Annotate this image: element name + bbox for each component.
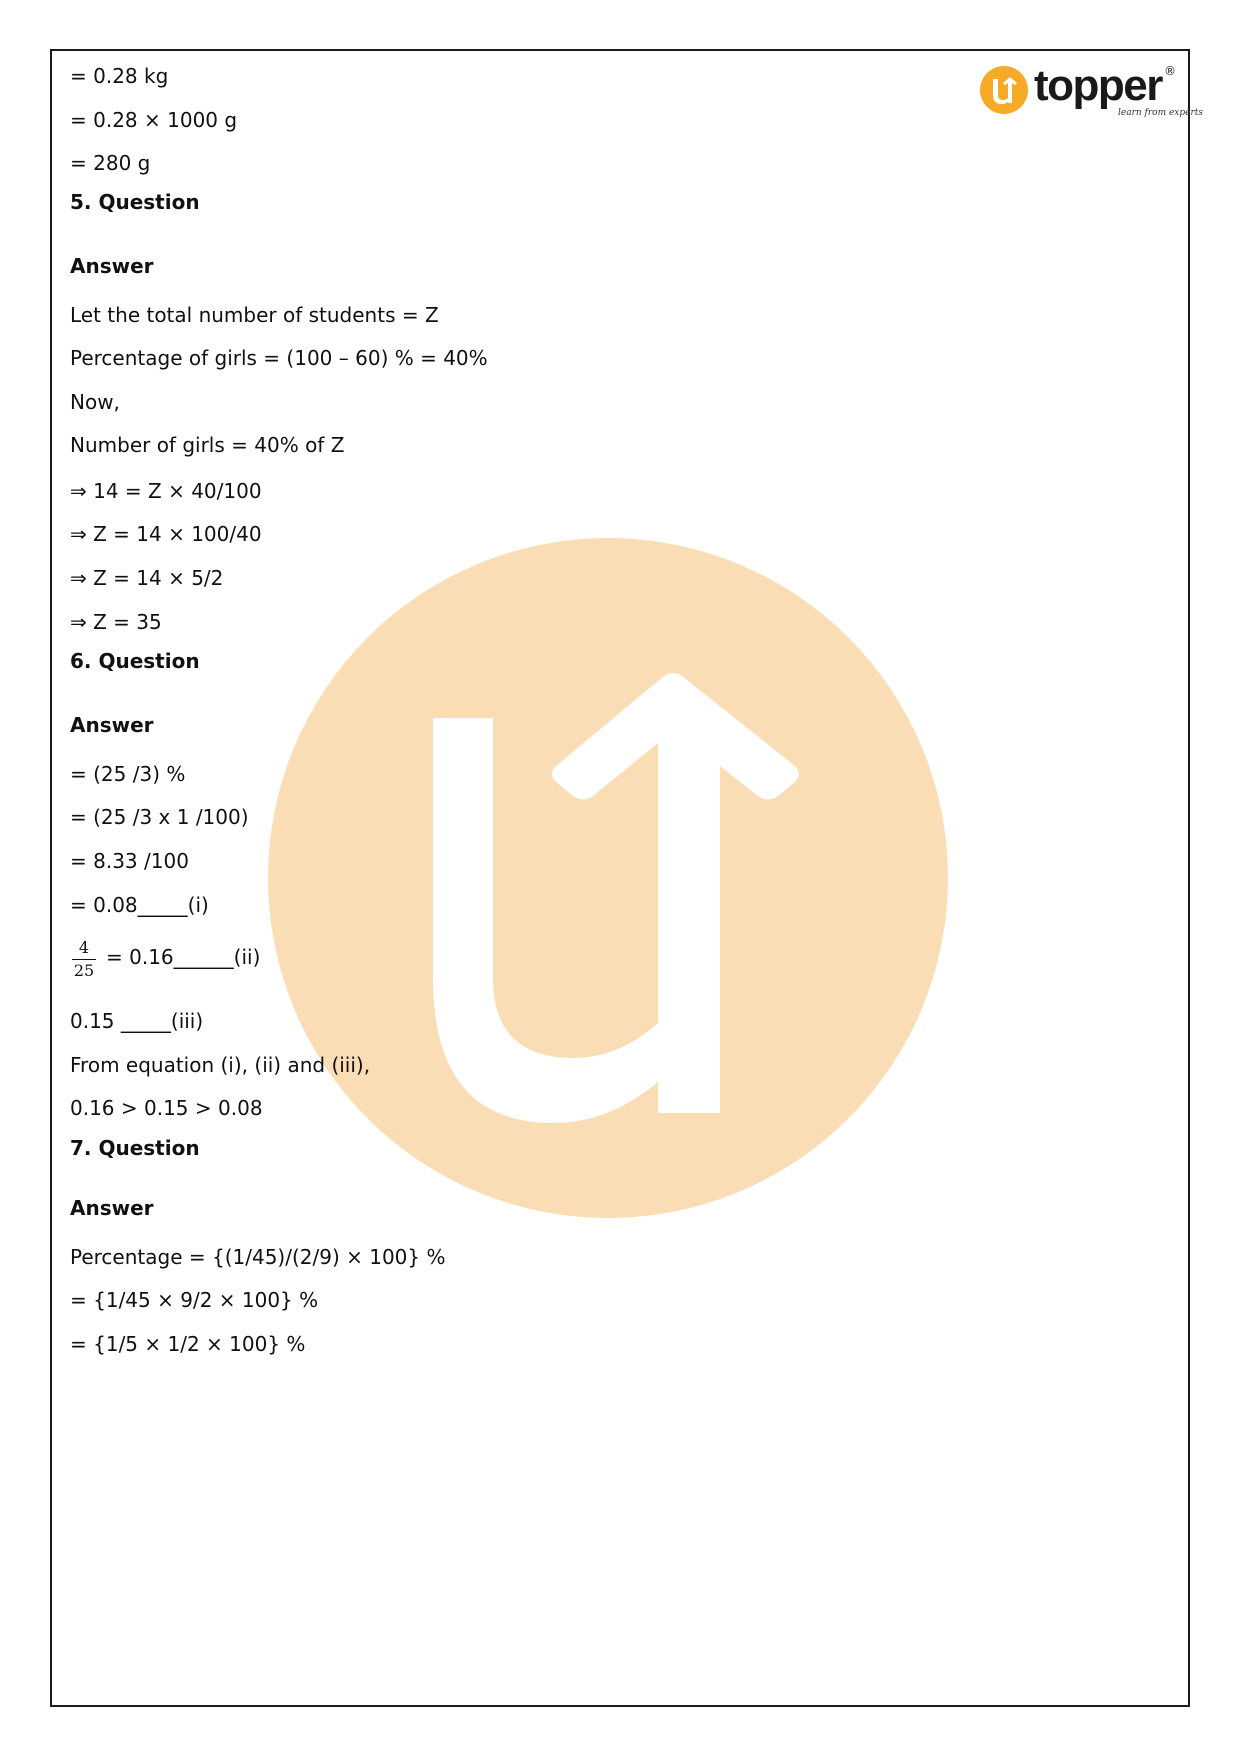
text-line: Percentage of girls = (100 – 60) % = 40%: [70, 346, 488, 370]
question-heading: 5. Question: [70, 190, 200, 214]
watermark-circle: [268, 538, 948, 1218]
fraction-denominator: 25: [73, 961, 95, 980]
answer-heading: Answer: [70, 713, 154, 737]
logo-badge-icon: [980, 66, 1028, 114]
watermark-logo-icon: [268, 538, 948, 1218]
text-line: Number of girls = 40% of Z: [70, 433, 345, 457]
math-line: = {1/45 × 9/2 × 100} %: [70, 1288, 319, 1312]
math-line: = 280 g: [70, 151, 151, 175]
logo-registered-mark: ®: [1164, 64, 1176, 78]
math-line: = 0.08_____(i): [70, 893, 209, 917]
text-line: From equation (i), (ii) and (iii),: [70, 1053, 371, 1077]
text-line: Now,: [70, 390, 120, 414]
math-line: 0.16 > 0.15 > 0.08: [70, 1096, 263, 1120]
logo-wordmark: topper: [1034, 61, 1162, 110]
math-line: = 0.28 × 1000 g: [70, 108, 238, 132]
question-heading: 7. Question: [70, 1136, 200, 1160]
math-line: ⇒ 14 = Z × 40/100: [70, 479, 262, 503]
fraction-bar: [72, 959, 96, 960]
fraction-numerator: 4: [78, 938, 90, 957]
math-line: ⇒ Z = 14 × 5/2: [70, 566, 224, 590]
question-heading: 6. Question: [70, 649, 200, 673]
math-line: = 8.33 /100: [70, 849, 189, 873]
math-line: ⇒ Z = 35: [70, 610, 162, 634]
answer-heading: Answer: [70, 1196, 154, 1220]
math-line: = 0.16______(ii): [106, 945, 261, 969]
math-line: = {1/5 × 1/2 × 100} %: [70, 1332, 306, 1356]
math-line: = (25 /3 x 1 /100): [70, 805, 249, 829]
math-line: ⇒ Z = 14 × 100/40: [70, 522, 262, 546]
math-line: 0.15 _____(iii): [70, 1009, 204, 1033]
logo-tagline: learn from experts: [1118, 108, 1204, 118]
topper-logo: [980, 61, 1204, 128]
answer-heading: Answer: [70, 254, 154, 278]
fraction-4-25: [72, 938, 96, 981]
text-line: Let the total number of students = Z: [70, 303, 439, 327]
math-line: = 0.28 kg: [70, 64, 169, 88]
math-line: = (25 /3) %: [70, 762, 186, 786]
math-line: Percentage = {(1/45)/(2/9) × 100} %: [70, 1245, 446, 1269]
